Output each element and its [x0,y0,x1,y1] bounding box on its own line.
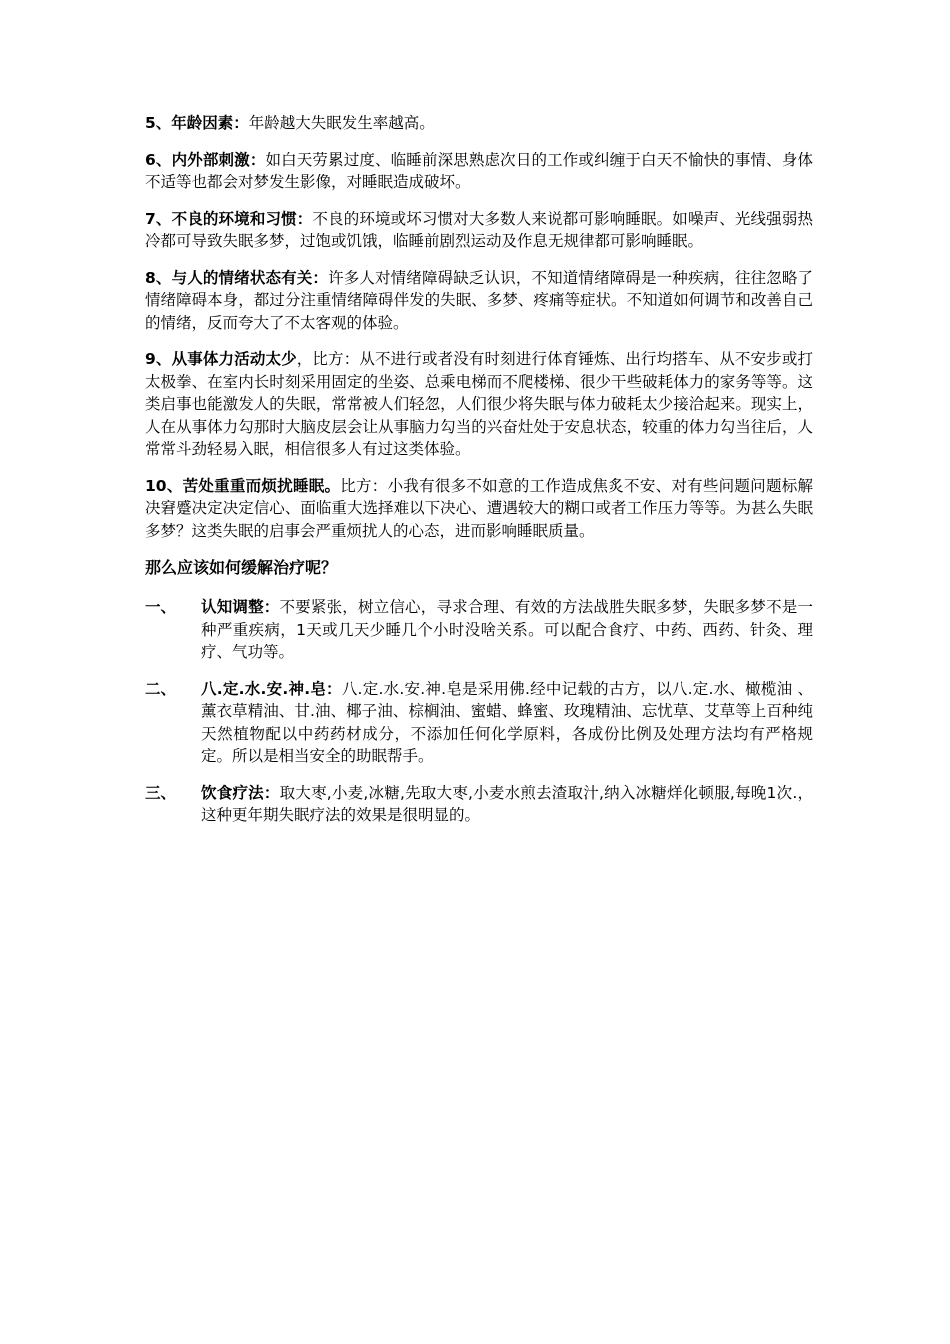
section-heading: 那么应该如何缓解治疗呢？ [145,558,338,577]
paragraph-text: 如白天劳累过度、临睡前深思熟虑次日的工作或纠缠于白天不愉快的事情、身体不适等也都会对梦发生影像，对睡眠造成破坏。 [145,150,813,191]
paragraph-lead: 10、苦处重重而烦扰睡眠。 [145,476,341,495]
document-page [145,112,813,841]
list-item-body [201,678,813,768]
list-item-lead: 认知调整： [201,598,280,616]
paragraph-environment [145,208,813,253]
paragraph-lead: 9、从事体力活动太少 [145,350,297,368]
list-item-number: 二、 [145,679,177,698]
paragraph-lead: 6、内外部刺激： [145,150,266,169]
paragraph-physical-activity [145,348,813,461]
list-item-text: 不要紧张，树立信心，寻求合理、有效的方法战胜失眠多梦，失眠多梦不是一种严重疾病，1天或几天少睡几个小时没啥关系。可以配合食疗、中药、西药、针灸、理疗、气功等。 [201,598,813,661]
list-item-number: 三、 [145,783,177,802]
paragraph-text: 年龄越大失眠发生率越高。 [248,114,435,132]
list-item-text: 八.定.水.安.神.皂是采用佛.经中记载的古方，以八.定.水、橄榄油 、薰衣草精油、甘.油、椰子油、棕榈油、蜜蜡、蜂蜜、玫瑰精油、忘忧草、艾草等上百种纯天然植物配以中药药材成分，不添加任何化学原料，各成份比例及处理方法均有严格规定。所以是相当安全的助眠帮手。 [201,679,813,765]
paragraph-age-factor [145,112,813,135]
paragraph-text: 不良的环境或坏习惯对大多数人来说都可影响睡眠。如噪声、光线强弱热冷都可导致失眠多梦，过饱或饥饿，临睡前剧烈运动及作息无规律都可影响睡眠。 [145,209,813,250]
list-item-diet [145,782,813,827]
paragraph-text: 许多人对情绪障碍缺乏认识，不知道情绪障碍是一种疾病，往往忽略了情绪障碍本身，都过分注重情绪障碍伴发的失眠、多梦、疼痛等症状。不知道如何调节和改善自己的情绪，反而夸大了不太客观的体验。 [145,268,813,332]
list-item-text: 取大枣,小麦,冰糖,先取大枣,小麦水煎去渣取汁,纳入冰糖烊化顿服,每晚1次.，这种更年期失眠疗法的效果是很明显的。 [201,783,813,824]
list-item-soap [145,678,813,768]
paragraph-troubles [145,475,813,543]
list-item-body [201,596,813,664]
paragraph-text: 比方：小我有很多不如意的工作造成焦炙不安、对有些问题问题标解决窘蹙决定决定信心、面临重大选择难以下决心、遭遇较大的糊口或者工作压力等等。为甚么失眠多梦？这类失眠的启事会严重烦扰人的心态，进而影响睡眠质量。 [145,476,813,540]
paragraph-text: ，比方：从不进行或者没有时刻进行体育锤炼、出行均搭车、从不安步或打太极拳、在室内长时刻采用固定的坐姿、总乘电梯而不爬楼梯、很少干些破耗体力的家务等等。这类启事也能激发人的失眠，常常被人们轻忽，人们很少将失眠与体力破耗太少接洽起来。现实上，人在从事体力勾那时大脑皮层会让从事脑力勾当的兴奋灶处于安息状态，较重的体力勾当往后，人常常斗劲轻易入眠，相信很多人有过这类体验。 [145,350,813,458]
paragraph-lead: 7、不良的环境和习惯： [145,209,313,228]
list-item-lead: 饮食疗法： [201,783,280,802]
list-item-lead: 八.定.水.安.神.皂： [201,679,342,698]
paragraph-emotion [145,267,813,335]
paragraph-stimulus [145,149,813,194]
paragraph-lead: 8、与人的情绪状态有关： [145,268,329,287]
list-item-cognitive [145,596,813,664]
paragraph-lead: 5、年龄因素： [145,114,249,132]
list-item-number: 一、 [145,598,177,616]
list-item-body [201,782,813,827]
